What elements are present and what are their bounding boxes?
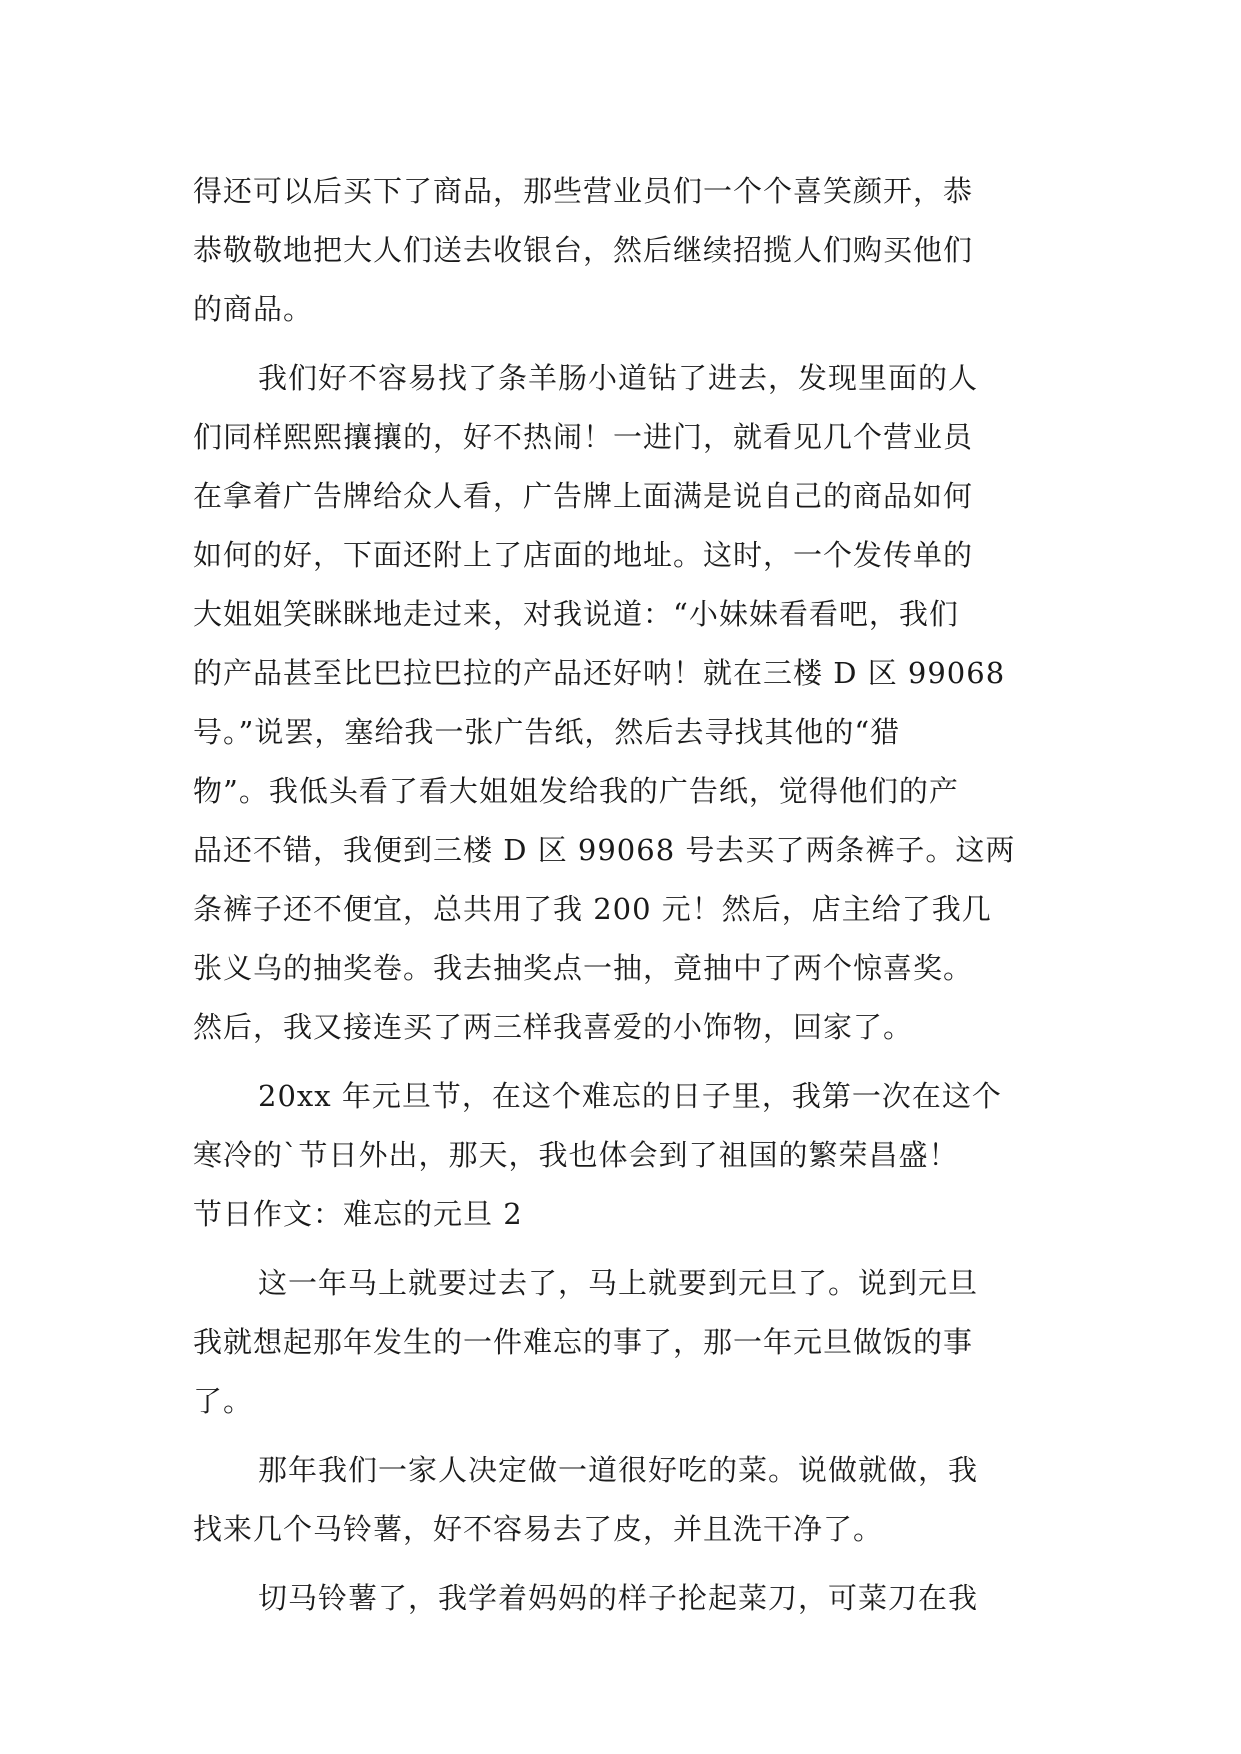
text-line: 恭敬敬地把大人们送去收银台，然后继续招揽人们购买他们 [193,233,974,267]
text-line: 的商品。 [193,292,314,326]
text-line: 寒冷的`节日外出，那天，我也体会到了祖国的繁荣昌盛！ [193,1138,959,1172]
paragraph [193,1067,1073,1185]
text-line: 了。 [193,1384,254,1418]
text-line: 20xx 年元旦节，在这个难忘的日子里，我第一次在这个 [258,1079,1002,1113]
text-line: 在拿着广告牌给众人看，广告牌上面满是说自己的商品如何 [193,479,974,513]
paragraph [193,1569,1073,1628]
text-line: 我就想起那年发生的一件难忘的事了，那一年元旦做饭的事 [193,1325,974,1359]
text-line: 的产品甚至比巴拉巴拉的产品还好呐！就在三楼 D 区 99068 [193,656,1006,690]
text-line: 品还不错，我便到三楼 D 区 99068 号去买了两条裤子。这两 [193,833,1016,867]
paragraph [193,1441,1073,1559]
document-body [193,162,1073,1628]
text-line: 那年我们一家人决定做一道很好吃的菜。说做就做，我 [258,1453,979,1487]
text-line: 号。”说罢，塞给我一张广告纸，然后去寻找其他的“猎 [193,715,901,749]
text-line: 我们好不容易找了条羊肠小道钻了进去，发现里面的人 [258,361,979,395]
text-line: 张义乌的抽奖卷。我去抽奖点一抽，竟抽中了两个惊喜奖。 [193,951,974,985]
heading-text: 节日作文：难忘的元旦 2 [193,1197,523,1231]
text-line: 然后，我又接连买了两三样我喜爱的小饰物，回家了。 [193,1010,914,1044]
paragraph [193,1254,1073,1431]
text-line: 切马铃薯了，我学着妈妈的样子抡起菜刀，可菜刀在我 [258,1581,979,1615]
paragraph [193,162,1073,339]
text-line: 物”。我低头看了看大姐姐发给我的广告纸，觉得他们的产 [193,774,959,808]
section-heading [193,1185,1073,1244]
text-line: 条裤子还不便宜，总共用了我 200 元！然后，店主给了我几 [193,892,992,926]
paragraph [193,349,1073,1057]
text-line: 这一年马上就要过去了，马上就要到元旦了。说到元旦 [258,1266,979,1300]
text-line: 大姐姐笑眯眯地走过来，对我说道：“小妹妹看看吧，我们 [193,597,959,631]
text-line: 得还可以后买下了商品，那些营业员们一个个喜笑颜开，恭 [193,174,974,208]
text-line: 如何的好，下面还附上了店面的地址。这时，一个发传单的 [193,538,974,572]
text-line: 们同样熙熙攘攘的，好不热闹！一进门，就看见几个营业员 [193,420,974,454]
text-line: 找来几个马铃薯，好不容易去了皮，并且洗干净了。 [193,1512,884,1546]
